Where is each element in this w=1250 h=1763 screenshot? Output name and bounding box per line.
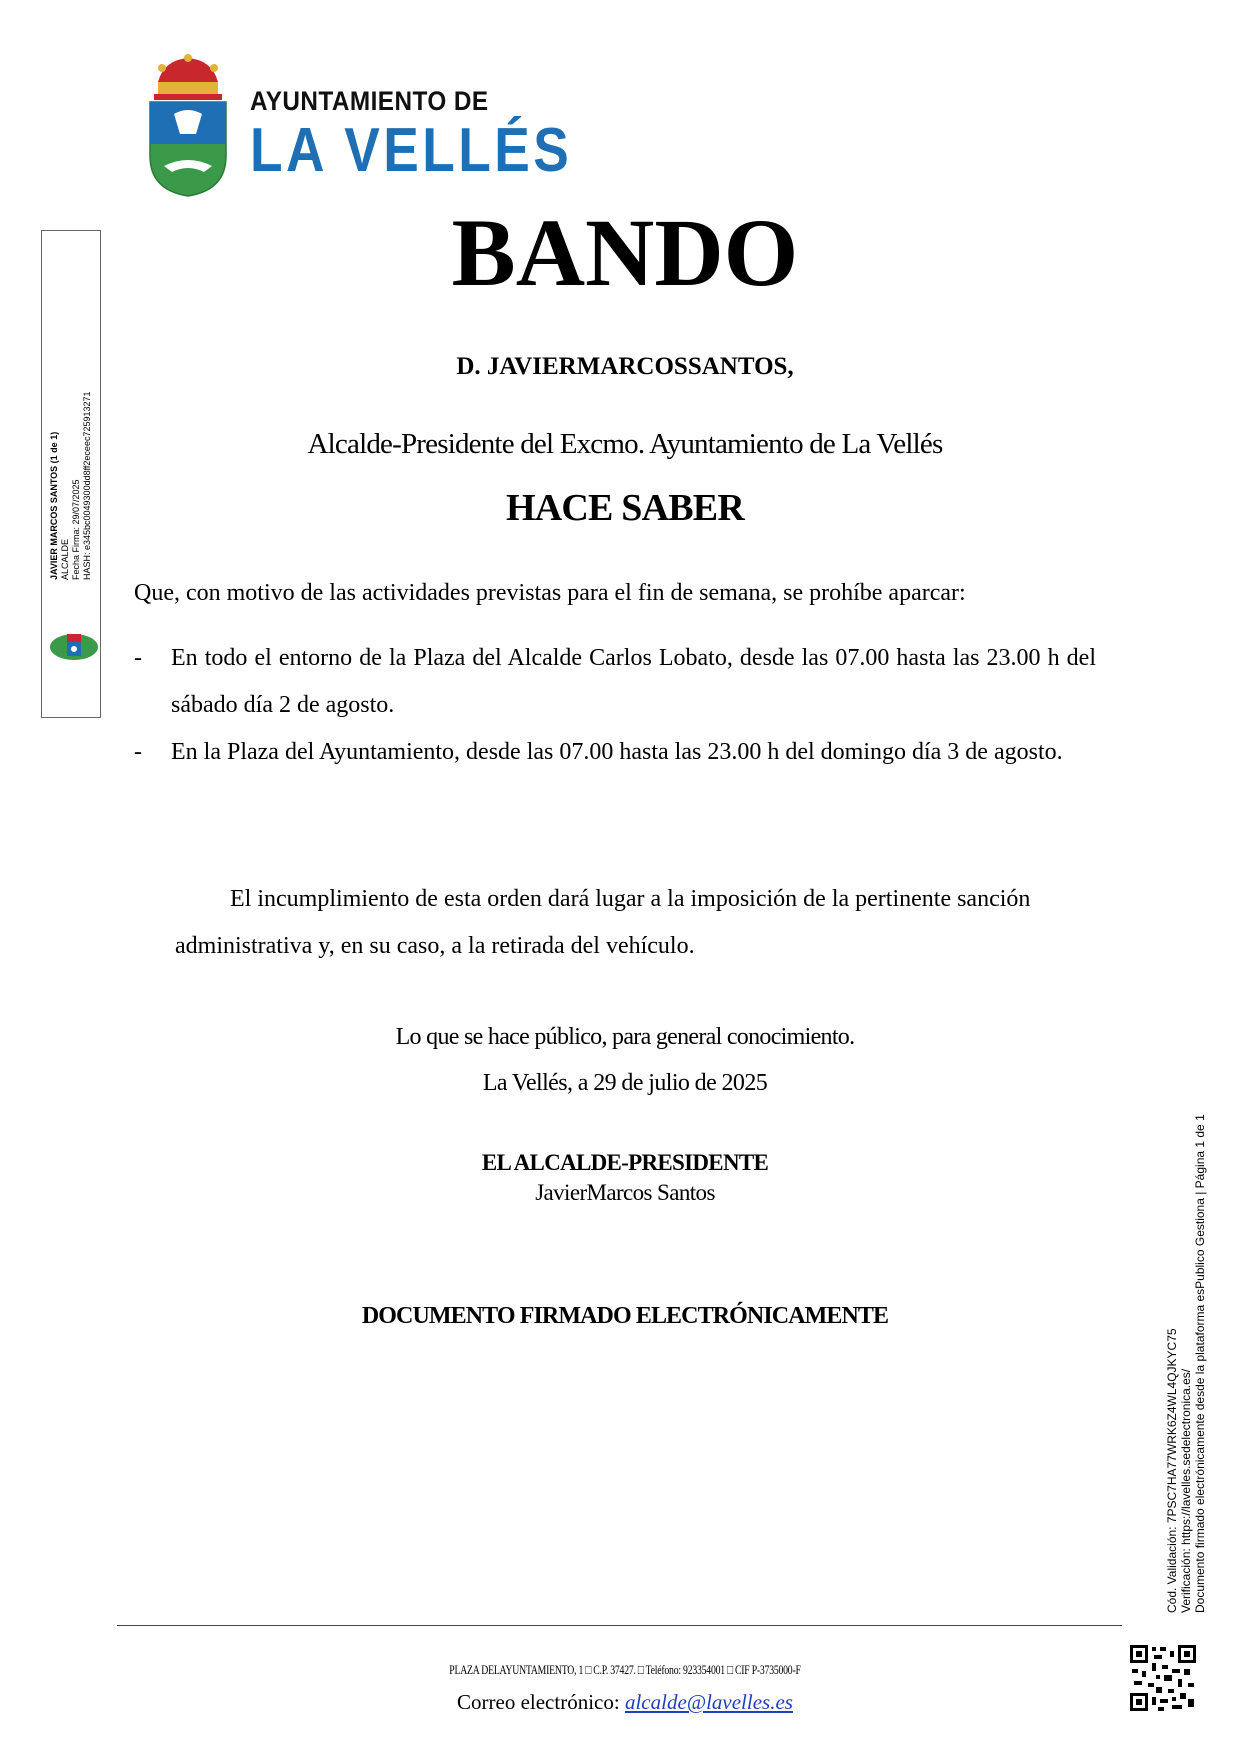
bullet-text: En todo el entorno de la Plaza del Alcalde Carlos Lobato, desde las 07.00 hasta las 23.00 h del sábado día 2 de agosto.	[171, 645, 1096, 718]
verification-url: Verificación: https://lavelles.sedelectronica.es/	[1179, 1368, 1193, 1613]
signature-title: EL ALCALDE-PRESIDENTE	[481, 1150, 769, 1175]
verification-platform: Documento firmado electrónicamente desde la plataforma esPublico Gestiona | Página 1 de 1	[1193, 1114, 1207, 1613]
bullet-text: En la Plaza del Ayuntamiento, desde las 07.00 hasta las 23.00 h del domingo día 3 de agosto.	[171, 739, 1063, 765]
stamp-signer: JAVIER MARCOS SANTOS (1 de 1)	[49, 431, 59, 580]
org-name-line2: LA VELLÉS	[250, 116, 573, 185]
footer-contact	[0, 1690, 1250, 1715]
stamp-logo-icon	[47, 630, 101, 664]
stamp-hash: HASH: e345bc0049300dd8ff2eceeс725913271	[82, 391, 92, 580]
signature-name: JavierMarcos Santos	[535, 1180, 715, 1205]
stamp-date: Fecha Firma: 29/07/2025	[71, 479, 81, 580]
verification-code: Cód. Validación: 7PSC7HA77WRK6Z4WL4QJKYC75	[1165, 1328, 1179, 1613]
footer-divider	[117, 1625, 1122, 1626]
email-label: Correo electrónico:	[457, 1690, 620, 1714]
bullet-dash: -	[134, 739, 142, 765]
coat-of-arms-logo	[144, 54, 232, 198]
closing-line: Lo que se hace público, para general conocimiento.	[395, 1024, 855, 1050]
warning-paragraph: El incumplimiento de esta orden dará lugar a la imposición de la pertinente sanción administrativa y, en su caso, a la retirada del vehículo.	[175, 886, 1031, 959]
bullet-dash: -	[134, 645, 142, 671]
announcement-heading: HACE SABER	[506, 487, 744, 529]
email-link[interactable]: alcalde@lavelles.es	[624, 1690, 793, 1714]
mayor-name: D. JAVIERMARCOSSANTOS,	[456, 353, 794, 380]
document-title: BANDO	[451, 199, 799, 306]
date-line: La Vellés, a 29 de julio de 2025	[482, 1070, 768, 1096]
signed-notice: DOCUMENTO FIRMADO ELECTRÓNICAMENTE	[361, 1303, 889, 1329]
mayor-role: Alcalde-Presidente del Excmo. Ayuntamiento de La Vellés	[307, 428, 943, 460]
org-name-line1: AYUNTAMIENTO DE	[250, 86, 489, 116]
intro-paragraph: Que, con motivo de las actividades previstas para el fin de semana, se prohíbe aparcar:	[134, 580, 966, 606]
footer-address: PLAZA DELAYUNTAMIENTO, 1 □ C.P. 37427. □ Teléfono: 923354001 □ CIF P-3735000-F	[449, 1662, 801, 1677]
stamp-role: ALCALDE	[60, 538, 70, 580]
